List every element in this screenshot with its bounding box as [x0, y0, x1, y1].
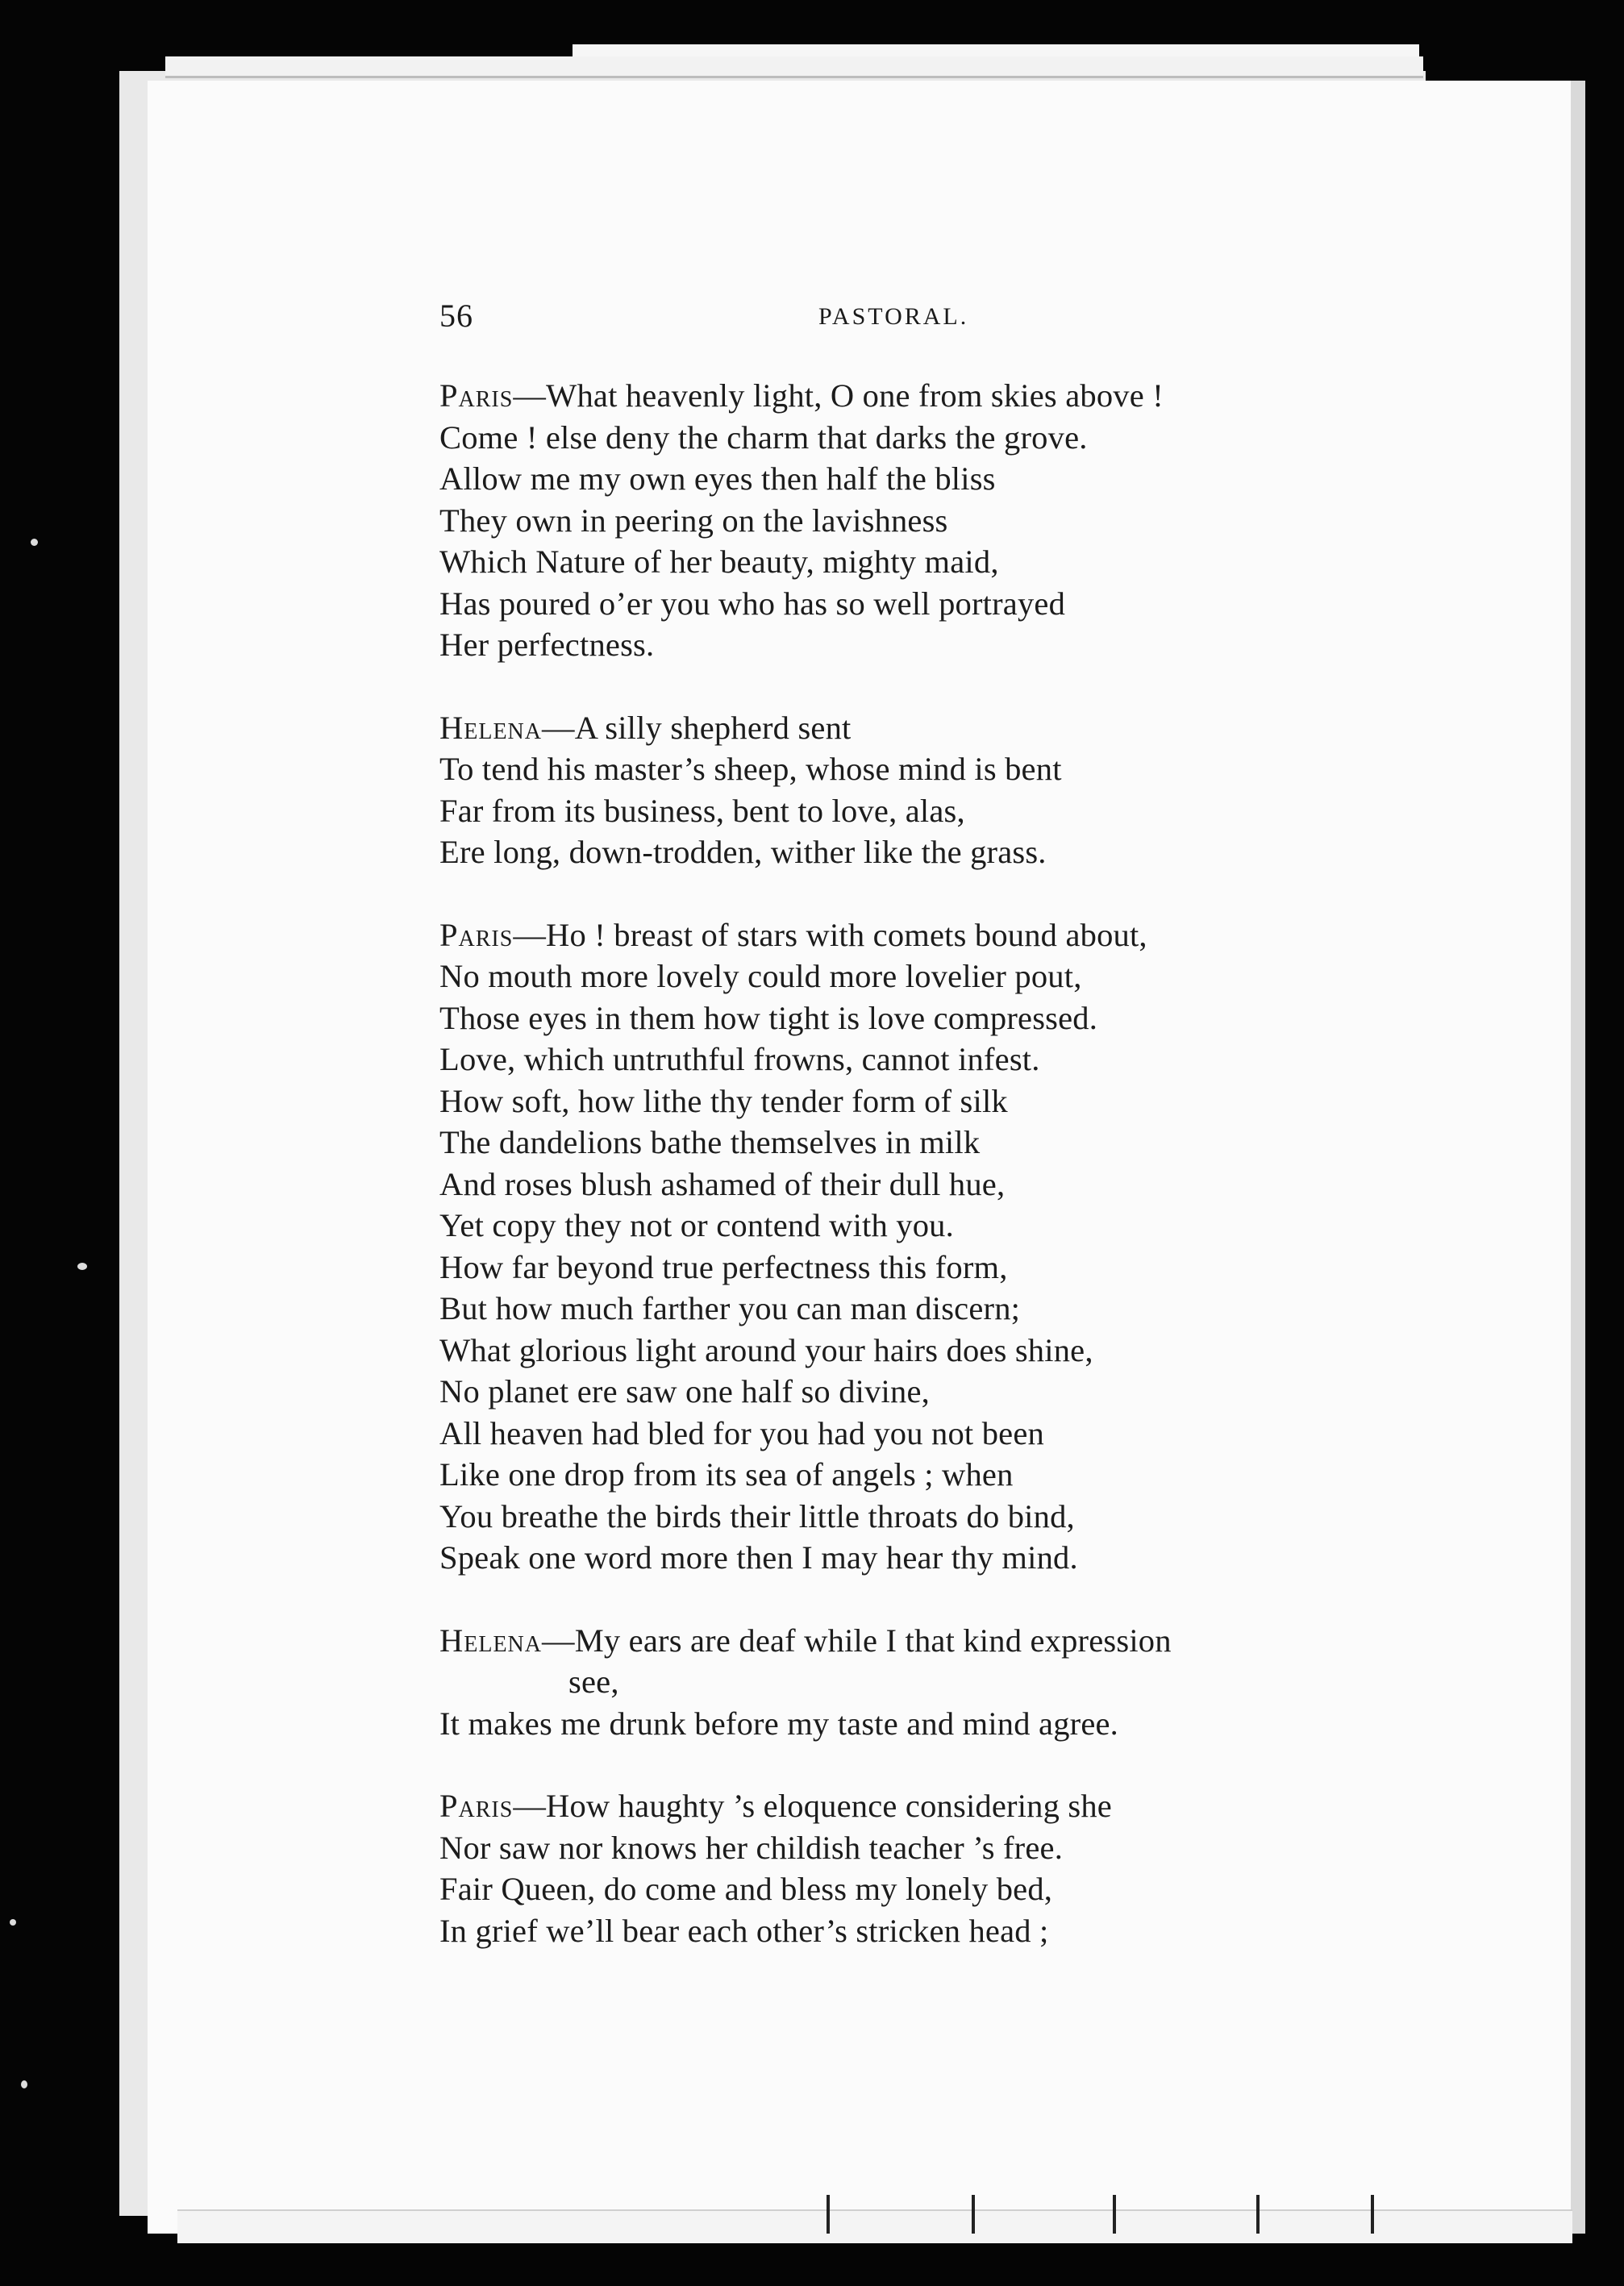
- line-text: —Ho ! breast of stars with comets bound about,: [513, 916, 1147, 953]
- page-number: 56: [439, 298, 473, 334]
- poem-line: Speak one word more then I may hear thy mind.: [439, 1539, 1078, 1576]
- stanza: [439, 375, 1455, 666]
- speaker-name: Paris: [439, 377, 514, 414]
- poem-line: [439, 1785, 1455, 1827]
- poem-line: It makes me drunk before my taste and mind agree.: [439, 1705, 1119, 1742]
- scan-tick: [827, 2195, 830, 2234]
- poem-line: Her perfectness.: [439, 627, 655, 663]
- poem-line: Far from its business, bent to love, alas,: [439, 792, 965, 829]
- scan-tick: [1256, 2195, 1260, 2234]
- poem-line: They own in peering on the lavishness: [439, 502, 948, 539]
- scan-tick: [972, 2195, 975, 2234]
- top-sheet-edge: [165, 56, 1423, 78]
- scan-tick: [1371, 2195, 1374, 2234]
- poem-line: Love, which untruthful frowns, cannot infest.: [439, 1041, 1040, 1077]
- stanza: [439, 1620, 1455, 1745]
- poem-line: [439, 914, 1455, 956]
- poem-line: Come ! else deny the charm that darks the grove.: [439, 418, 1088, 456]
- poem-line: Has poured o’er you who has so well portrayed: [439, 585, 1066, 622]
- speaker-name: Paris: [439, 1788, 514, 1824]
- poem-line: How far beyond true perfectness this form,: [439, 1248, 1008, 1285]
- poem-line: Yet copy they not or contend with you.: [439, 1207, 954, 1243]
- page-header: [439, 297, 1439, 345]
- stanza: [439, 1785, 1455, 1951]
- poem-line: But how much farther you can man discern;: [439, 1290, 1021, 1326]
- poem-line: And roses blush ashamed of their dull hue,: [439, 1165, 1006, 1202]
- poem-line: Which Nature of her beauty, mighty maid,: [439, 543, 999, 580]
- poem-line: [439, 375, 1455, 417]
- poem-line: The dandelions bathe themselves in milk: [439, 1124, 981, 1160]
- poem-line: No mouth more lovely could more lovelier pout,: [439, 958, 1082, 994]
- poem-line: Like one drop from its sea of angels ; when: [439, 1456, 1014, 1493]
- poem-line: What glorious light around your hairs does shine,: [439, 1331, 1093, 1368]
- speaker-name: Helena: [439, 1622, 542, 1659]
- poem-line: Those eyes in them how tight is love compressed.: [439, 999, 1098, 1036]
- running-head: PASTORAL.: [818, 303, 969, 330]
- poem-line: You breathe the birds their little throats do bind,: [439, 1497, 1075, 1534]
- poem-line: Fair Queen, do come and bless my lonely bed,: [439, 1871, 1053, 1907]
- line-text: —How haughty ’s eloquence considering she: [513, 1788, 1112, 1824]
- scan-tick: [1113, 2195, 1116, 2234]
- line-text: —My ears are deaf while I that kind expression: [542, 1622, 1172, 1659]
- poem-line: [439, 1620, 1455, 1662]
- page-right-edge: [1571, 81, 1585, 2234]
- scan-speck: [10, 1919, 16, 1926]
- stanza: [439, 914, 1455, 1579]
- stanza: [439, 707, 1455, 873]
- poem-line: Ere long, down-trodden, wither like the grass.: [439, 834, 1047, 870]
- speaker-name: Paris: [439, 916, 514, 953]
- poem-line: [439, 707, 1455, 749]
- poem-line: Nor saw nor knows her childish teacher ’s free.: [439, 1829, 1064, 1866]
- poem-line: Allow me my own eyes then half the bliss: [439, 460, 996, 497]
- poem-body: [439, 375, 1455, 1992]
- poem-line: No planet ere saw one half so divine,: [439, 1373, 930, 1409]
- poem-line: How soft, how lithe thy tender form of silk: [439, 1082, 1008, 1119]
- poem-line: All heaven had bled for you had you not been: [439, 1414, 1044, 1451]
- poem-line: In grief we’ll bear each other’s stricken head ;: [439, 1912, 1049, 1949]
- scan-speck: [31, 539, 38, 546]
- poem-line: see,: [568, 1663, 619, 1700]
- poem-line: To tend his master’s sheep, whose mind is bent: [439, 751, 1062, 787]
- scan-speck: [21, 2080, 27, 2088]
- line-text: —What heavenly light, O one from skies above !: [513, 377, 1164, 414]
- bottom-sheet-strip: [177, 2209, 1572, 2243]
- line-text: —A silly shepherd sent: [542, 709, 852, 746]
- scan-speck: [77, 1263, 87, 1270]
- speaker-name: Helena: [439, 709, 542, 746]
